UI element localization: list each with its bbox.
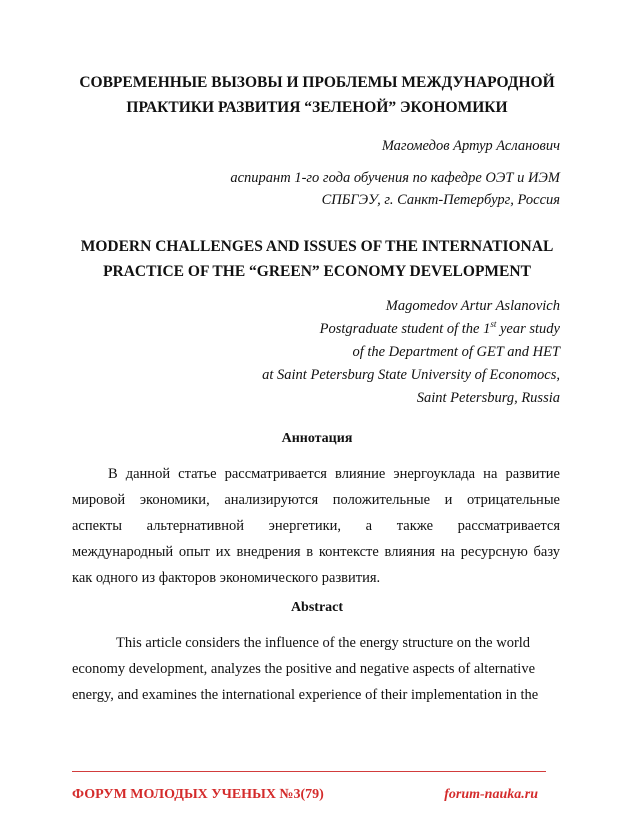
footer-divider xyxy=(72,771,546,772)
abstract-line-3: energy, and examines the international experience of their implementation in the xyxy=(72,687,539,703)
abstract-heading: Abstract xyxy=(290,600,344,615)
english-author: Magomedov Artur Aslanovich xyxy=(385,298,560,314)
russian-title-line-2: ПРАКТИКИ РАЗВИТИЯ “ЗЕЛЕНОЙ” ЭКОНОМИКИ xyxy=(126,99,508,116)
english-affiliation-line-1 xyxy=(320,318,560,340)
english-title xyxy=(60,234,574,284)
russian-title xyxy=(60,70,574,120)
journal-name: ФОРУМ МОЛОДЫХ УЧЕНЫХ №3(79) xyxy=(72,787,324,802)
annotation-line-4: международный опыт их внедрения в контексте влияния на ресурсную базу xyxy=(72,544,560,560)
annotation-line-3: аспекты альтернативной энергетики, а также рассматривается xyxy=(72,518,560,534)
abstract-line-2: economy development, analyzes the positive and negative aspects of alternative xyxy=(72,661,536,677)
english-affiliation-line-1-pre: Postgraduate student of the 1 xyxy=(319,321,491,337)
annotation-line-5: как одного из факторов экономического развития. xyxy=(72,570,381,586)
english-affiliation-line-1-post: year study xyxy=(496,321,560,337)
ordinal-suffix: st xyxy=(490,319,497,330)
russian-affiliation-line-1: аспирант 1-го года обучения по кафедре ОЭТ и ИЭМ xyxy=(230,170,560,186)
english-title-line-2: PRACTICE OF THE “GREEN” ECONOMY DEVELOPMENT xyxy=(103,263,531,280)
russian-title-line-1: СОВРЕМЕННЫЕ ВЫЗОВЫ И ПРОБЛЕМЫ МЕЖДУНАРОДНОЙ xyxy=(79,74,555,91)
english-affiliation-line-3: at Saint Petersburg State University of Economocs, xyxy=(262,367,560,383)
annotation-paragraph xyxy=(72,461,560,591)
english-title-line-1: MODERN CHALLENGES AND ISSUES OF THE INTERNATIONAL xyxy=(80,238,554,255)
annotation-line-1: В данной статье рассматривается влияние энергоуклада на развитие xyxy=(108,466,560,482)
abstract-line-1: This article considers the influence of the energy structure on the world xyxy=(116,635,531,651)
annotation-line-2: мировой экономики, анализируются положительные и отрицательные xyxy=(72,492,560,508)
russian-affiliation-line-2: СПБГЭУ, г. Санкт-Петербург, Россия xyxy=(321,192,560,208)
russian-author: Магомедов Артур Асланович xyxy=(381,138,560,154)
annotation-heading: Аннотация xyxy=(281,431,353,446)
english-affiliation-line-4: Saint Petersburg, Russia xyxy=(416,390,560,406)
english-affiliation-line-2: of the Department of GET and HET xyxy=(352,344,560,360)
journal-website-link[interactable]: forum-nauka.ru xyxy=(444,787,538,802)
abstract-paragraph xyxy=(72,630,560,708)
